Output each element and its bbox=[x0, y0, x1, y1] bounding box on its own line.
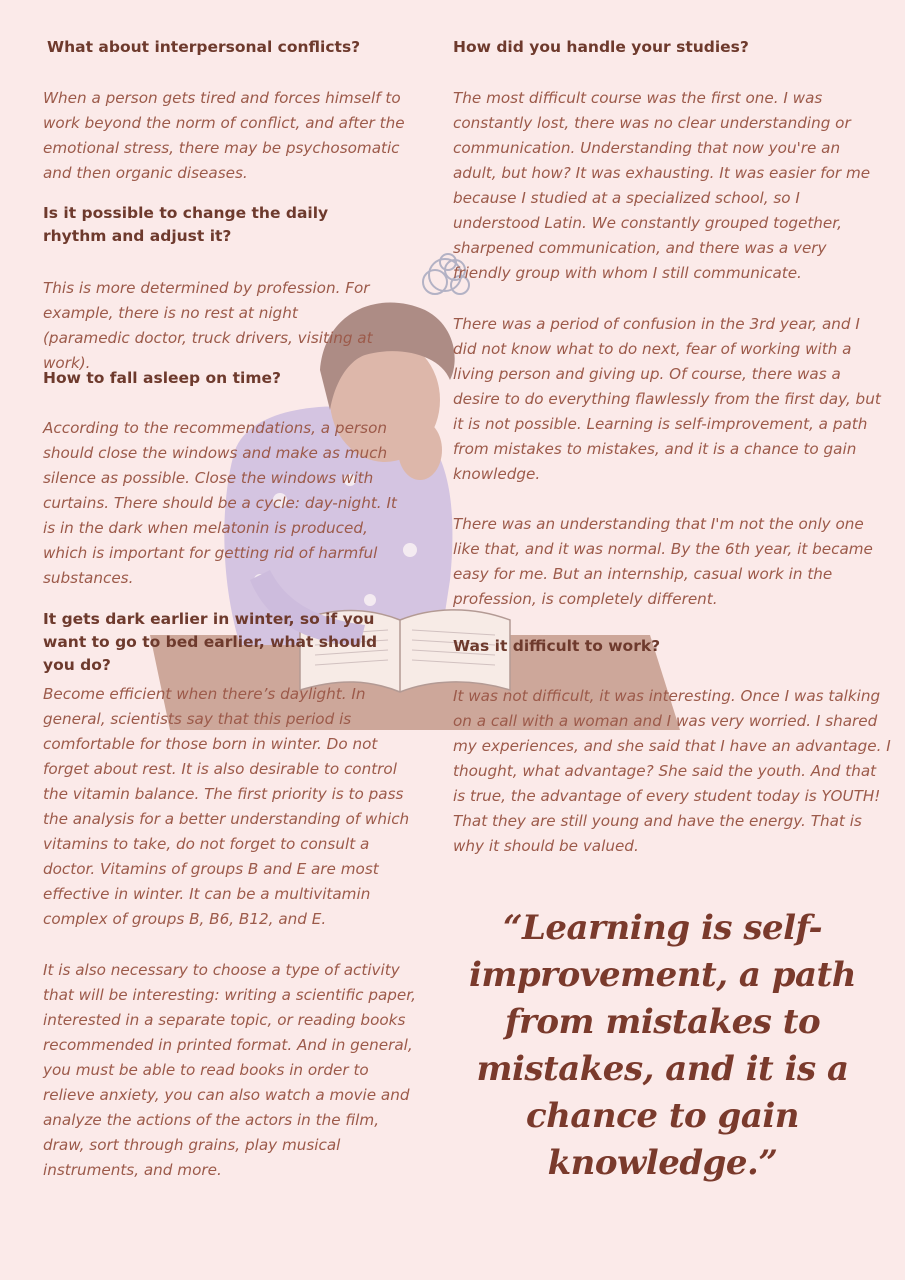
heading-winter-dark: It gets dark earlier in winter, so if you want to go to bed earlier, what should you do? bbox=[43, 610, 378, 674]
paragraph-sixth-year: There was an understanding that I'm not the only one like that, and it was normal. By the 6th year, it became easy for me. But an internship, casual work in the profession, is completely different. bbox=[453, 515, 873, 608]
paragraph-fall-asleep: According to the recommendations, a person should close the windows and make as much silence as possible. Close the windows with curtains. There should be a cycle: day-night. It is in the dark when melatonin is produced, which is important for getting rid of harmful substances. bbox=[43, 419, 397, 587]
heading-interpersonal-conflicts: What about interpersonal conflicts? bbox=[47, 38, 361, 56]
paragraph-first-course: The most difficult course was the first one. I was constantly lost, there was no clear understanding or communication. Understanding that now you're an adult, but how? It was exhausting. It was easier for me because I studied at a specialized school, so I understood Latin. We constantly grouped together, sharpened communication, and there was a very friendly group with whom I still communicate. bbox=[453, 89, 871, 282]
heading-work-difficulty: Was it difficult to work? bbox=[453, 637, 661, 655]
heading-studies: How did you handle your studies? bbox=[453, 38, 749, 56]
heading-fall-asleep: How to fall asleep on time? bbox=[43, 369, 281, 387]
paragraph-third-year: There was a period of confusion in the 3rd year, and I did not know what to do next, fear of working with a living person and giving up. Of course, there was a desire to do everything flawlessly from the first day, but it is not possible. Learning is self-improvement, a path from mistakes to mistakes, and it is a chance to gain knowledge. bbox=[453, 315, 881, 483]
paragraph-work: It was not difficult, it was interesting. Once I was talking on a call with a woman and I was very worried. I shared my experiences, and she said that I have an advantage. I thought, what advantage? She said the youth. And that is true, the advantage of every student today is YOUTH! That they are still young and have the energy. That is why it should be valued. bbox=[453, 687, 891, 855]
paragraph-winter-efficiency: Become efficient when there’s daylight. In general, scientists say that this period is comfortable for those born in winter. Do not forget about rest. It is also desirable to control the vitamin balance. The first priority is to pass the analysis for a better understanding of which vitamins to take, do not forget to consult a doctor. Vitamins of groups B and E are most effective in winter. It can be a multivitamin complex of groups B, B6, B12, and E. bbox=[43, 685, 410, 928]
paragraph-activities: It is also necessary to choose a type of activity that will be interesting: writing a scientific paper, interested in a separate topic, or reading books recommended in printed format. And in general, you must be able to read books in order to relieve anxiety, you can also watch a movie and analyze the actions of the actors in the film, draw, sort through grains, play musical instruments, and more. bbox=[43, 961, 416, 1179]
pull-quote: “Learning is self-improvement, a path from mistakes to mistakes, and it is a chance to gain knowledge.” bbox=[469, 908, 856, 1183]
paragraph-conflicts: When a person gets tired and forces himself to work beyond the norm of conflict, and after the emotional stress, there may be psychosomatic and then organic diseases. bbox=[43, 89, 405, 182]
heading-daily-rhythm: Is it possible to change the daily rhythm and adjust it? bbox=[43, 204, 329, 245]
paragraph-daily-rhythm: This is more determined by profession. For example, there is no rest at night (paramedic doctor, truck drivers, visiting at work). bbox=[43, 279, 373, 372]
hand-shape bbox=[398, 420, 442, 480]
